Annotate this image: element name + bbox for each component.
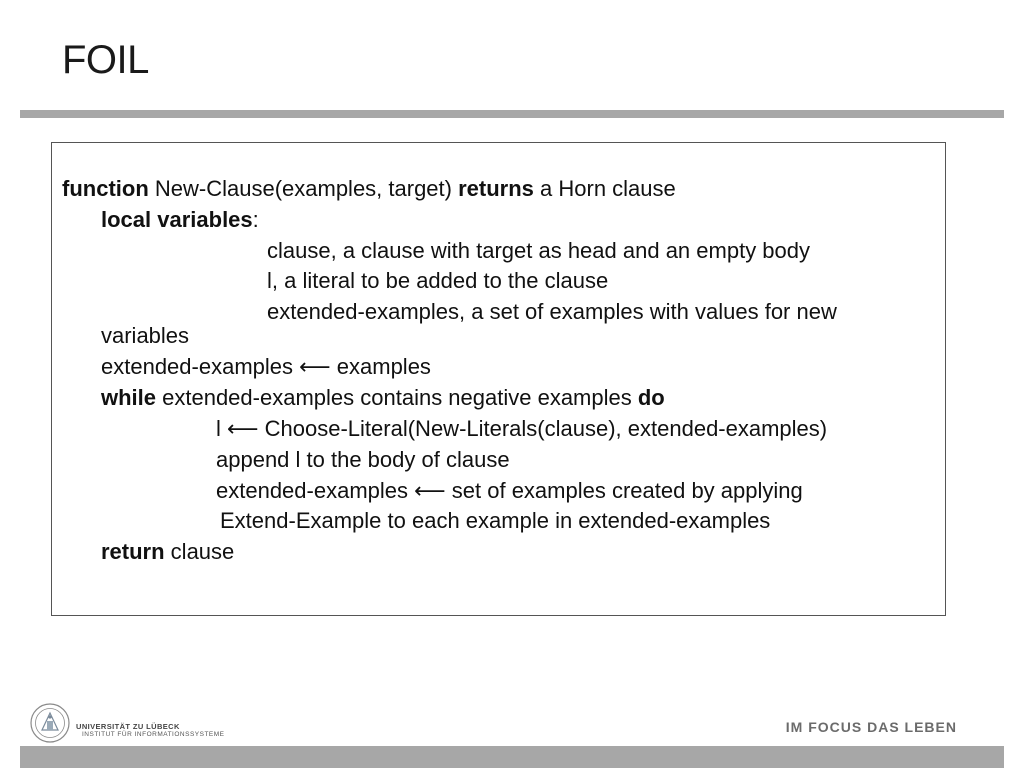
algo-line-7: extended-examples ⟵ examples: [101, 354, 431, 379]
algo-line-6: variables: [101, 323, 190, 348]
algo-text: New-Clause(examples, target): [148, 176, 459, 201]
title-divider: [20, 110, 1004, 118]
university-seal-icon: [30, 703, 70, 743]
algo-text: a Horn clause: [533, 176, 676, 201]
algo-line-5: extended-examples, a set of examples with values for new: [267, 299, 837, 324]
algo-line-9: l ⟵ Choose-Literal(New-Literals(clause), extended-examples): [216, 416, 828, 441]
algo-line-12: Extend-Example to each example in extended-examples: [220, 508, 771, 533]
keyword-returns: returns: [458, 176, 534, 201]
keyword-do: do: [637, 385, 665, 410]
algo-text: clause: [164, 539, 235, 564]
keyword-function: function: [62, 176, 149, 201]
algo-line-2: [101, 207, 259, 233]
algo-text: extended-examples contains negative examples: [156, 385, 638, 410]
keyword-return: return: [101, 539, 165, 564]
algo-line-10: append l to the body of clause: [216, 447, 510, 472]
university-name: UNIVERSITÄT ZU LÜBECK: [76, 722, 180, 731]
keyword-while: while: [101, 385, 157, 410]
keyword-local-variables: local variables: [101, 207, 253, 232]
algo-line-3: clause, a clause with target as head and an empty body: [267, 238, 811, 263]
algo-line-13: [101, 539, 234, 565]
algo-line-4: l, a literal to be added to the clause: [267, 268, 609, 293]
footer-bar: [20, 746, 1004, 768]
algo-line-11: extended-examples ⟵ set of examples created by applying: [216, 478, 803, 503]
algo-text: :: [252, 207, 259, 232]
algo-line-8: [101, 385, 665, 411]
institute-name: INSTITUT FÜR INFORMATIONSSYSTEME: [82, 731, 225, 738]
footer-motto: IM FOCUS DAS LEBEN: [785, 719, 957, 735]
slide-title: FOIL: [62, 38, 149, 82]
algo-line-1: [62, 176, 676, 202]
